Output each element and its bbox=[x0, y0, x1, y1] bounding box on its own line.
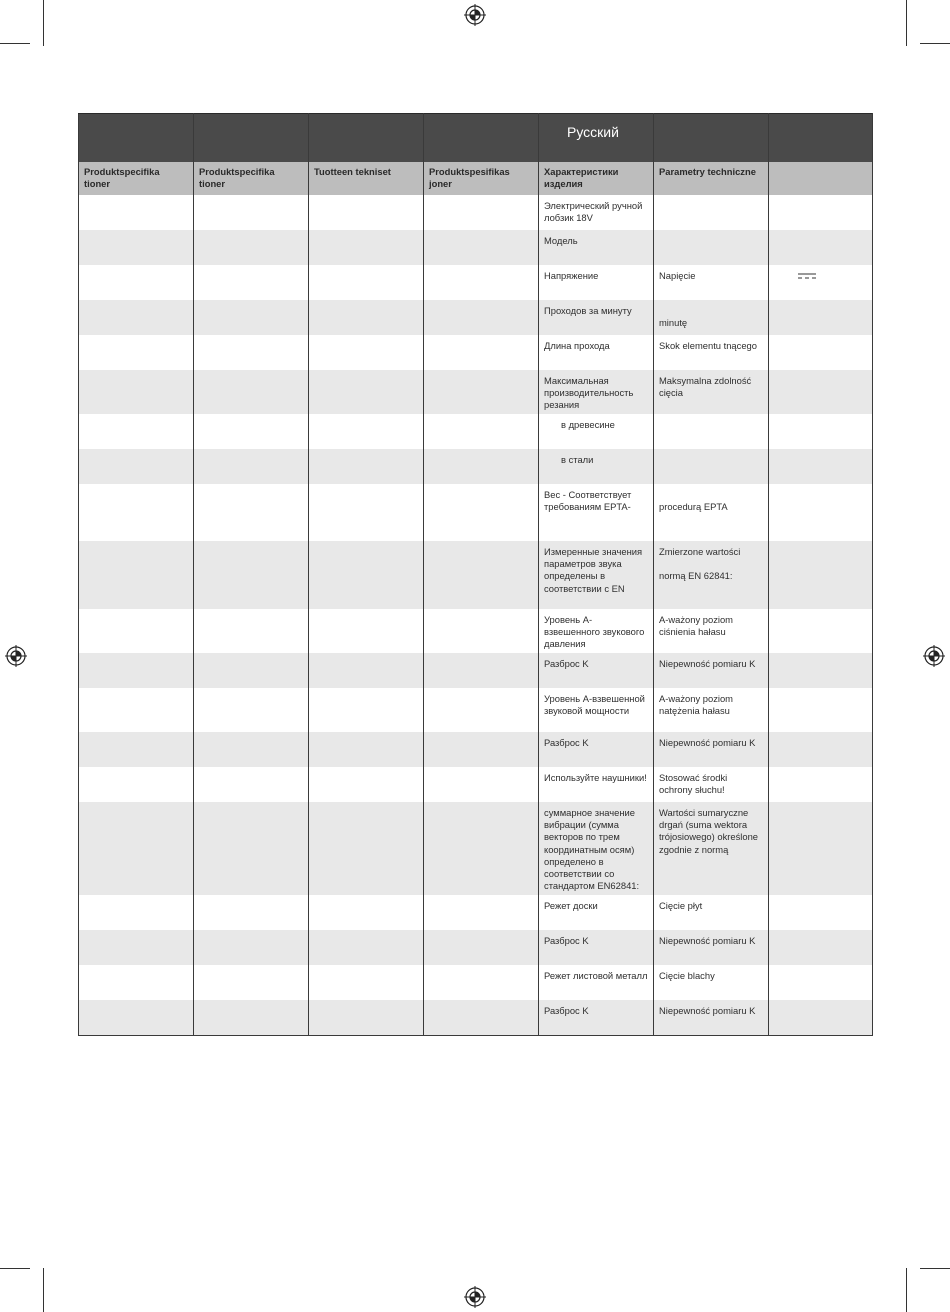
language-header-row bbox=[79, 114, 873, 163]
crop-mark bbox=[920, 43, 950, 44]
cell-ru: Измеренные значения параметров звука определены в соответствии с EN bbox=[539, 541, 654, 609]
specification-table bbox=[78, 113, 873, 1036]
table-row bbox=[79, 732, 873, 767]
cell-ru: Длина прохода bbox=[539, 335, 654, 370]
cell-ru: Уровень А-взвешенного звукового давления bbox=[539, 609, 654, 653]
cell-pl: Niepewność pomiaru K bbox=[654, 1000, 769, 1035]
crop-mark bbox=[43, 1268, 44, 1312]
language-header bbox=[769, 114, 873, 163]
table-row bbox=[79, 688, 873, 732]
cell-ru: Разброс K bbox=[539, 653, 654, 688]
cell-pl-line: normą EN 62841: bbox=[659, 570, 733, 582]
cell-pl bbox=[654, 230, 769, 265]
cell-pl: Napięcie bbox=[654, 265, 769, 300]
table-row bbox=[79, 609, 873, 653]
cell-pl: Wartości sumaryczne drgań (suma wektora trójosiowego) określone zgodnie z normą bbox=[654, 802, 769, 895]
crop-mark bbox=[0, 1268, 30, 1269]
cell-pl: Skok elementu tnącego bbox=[654, 335, 769, 370]
cell-pl bbox=[654, 541, 769, 609]
language-header bbox=[424, 114, 539, 163]
cell-ru bbox=[539, 414, 654, 449]
crop-mark bbox=[920, 1268, 950, 1269]
crop-mark bbox=[43, 0, 44, 46]
registration-mark-icon bbox=[464, 1286, 486, 1308]
cell-ru: Используйте наушники! bbox=[539, 767, 654, 802]
table-row bbox=[79, 300, 873, 335]
table-row bbox=[79, 895, 873, 930]
table-row bbox=[79, 449, 873, 484]
cell-pl: A-ważony poziom ciśnienia hałasu bbox=[654, 609, 769, 653]
table-row bbox=[79, 230, 873, 265]
table-row bbox=[79, 484, 873, 541]
cell-ru-text: в стали bbox=[561, 454, 594, 465]
cell-pl: Cięcie płyt bbox=[654, 895, 769, 930]
cell-ru: Разброс K bbox=[539, 930, 654, 965]
cell-ru: Режет доски bbox=[539, 895, 654, 930]
language-header bbox=[654, 114, 769, 163]
table-row bbox=[79, 653, 873, 688]
registration-mark-icon bbox=[923, 645, 945, 667]
table-row bbox=[79, 195, 873, 230]
column-header: Produktspecifika tioner bbox=[194, 162, 309, 195]
cell-pl bbox=[654, 414, 769, 449]
cell-ru: Модель bbox=[539, 230, 654, 265]
cell-ru: Вес - Соответствует требованиям EPTA- bbox=[539, 484, 654, 541]
cell-ru: Разброс K bbox=[539, 732, 654, 767]
table-row bbox=[79, 541, 873, 609]
table-row bbox=[79, 802, 873, 895]
registration-mark-icon bbox=[5, 645, 27, 667]
column-header-row bbox=[79, 162, 873, 195]
cell-ru: Режет листовой металл bbox=[539, 965, 654, 1000]
column-header: Характеристики изделия bbox=[539, 162, 654, 195]
cell-ru: Проходов за минуту bbox=[539, 300, 654, 335]
column-header: Parametry techniczne bbox=[654, 162, 769, 195]
cell-ru: Разброс K bbox=[539, 1000, 654, 1035]
cell-pl: minutę bbox=[654, 300, 769, 335]
dc-voltage-icon bbox=[798, 273, 816, 279]
cell-ru: Уровень А-взвешенной звуковой мощности bbox=[539, 688, 654, 732]
cell-pl bbox=[654, 195, 769, 230]
cell-pl: Maksymalna zdolność cięcia bbox=[654, 370, 769, 414]
cell-pl: A-ważony poziom natężenia hałasu bbox=[654, 688, 769, 732]
cell-ru-text: в древесине bbox=[561, 419, 615, 430]
table-row bbox=[79, 414, 873, 449]
column-header: Produktspecifika tioner bbox=[79, 162, 194, 195]
language-header bbox=[309, 114, 424, 163]
cell-ru: Электрический ручной лобзик 18V bbox=[539, 195, 654, 230]
column-header bbox=[769, 162, 873, 195]
crop-mark bbox=[0, 43, 30, 44]
cell-pl: Niepewność pomiaru K bbox=[654, 653, 769, 688]
table-row bbox=[79, 965, 873, 1000]
cell-pl: Stosować środki ochrony słuchu! bbox=[654, 767, 769, 802]
cell-pl: Niepewność pomiaru K bbox=[654, 732, 769, 767]
language-header bbox=[79, 114, 194, 163]
language-header-russian: Русский bbox=[539, 114, 654, 163]
cell-pl: Niepewność pomiaru K bbox=[654, 930, 769, 965]
column-header: Produktspesifikas joner bbox=[424, 162, 539, 195]
crop-mark bbox=[906, 1268, 907, 1312]
cell-ru: Максимальная производительность резания bbox=[539, 370, 654, 414]
table-row bbox=[79, 930, 873, 965]
table-row bbox=[79, 1000, 873, 1035]
table-row bbox=[79, 767, 873, 802]
table-row bbox=[79, 265, 873, 300]
cell-pl-line: Zmierzone wartości bbox=[659, 546, 741, 557]
table-row bbox=[79, 335, 873, 370]
cell-ru: Напряжение bbox=[539, 265, 654, 300]
cell-pl: procedurą EPTA bbox=[654, 484, 769, 541]
cell-pl bbox=[654, 449, 769, 484]
table-row bbox=[79, 370, 873, 414]
language-header bbox=[194, 114, 309, 163]
column-header: Tuotteen tekniset bbox=[309, 162, 424, 195]
registration-mark-icon bbox=[464, 4, 486, 26]
cell-ru: суммарное значение вибрации (сумма векторов по трем координатным осям) определено в соответствии со стандартом EN62841: bbox=[539, 802, 654, 895]
cell-pl: Cięcie blachy bbox=[654, 965, 769, 1000]
crop-mark bbox=[906, 0, 907, 46]
cell-ru bbox=[539, 449, 654, 484]
